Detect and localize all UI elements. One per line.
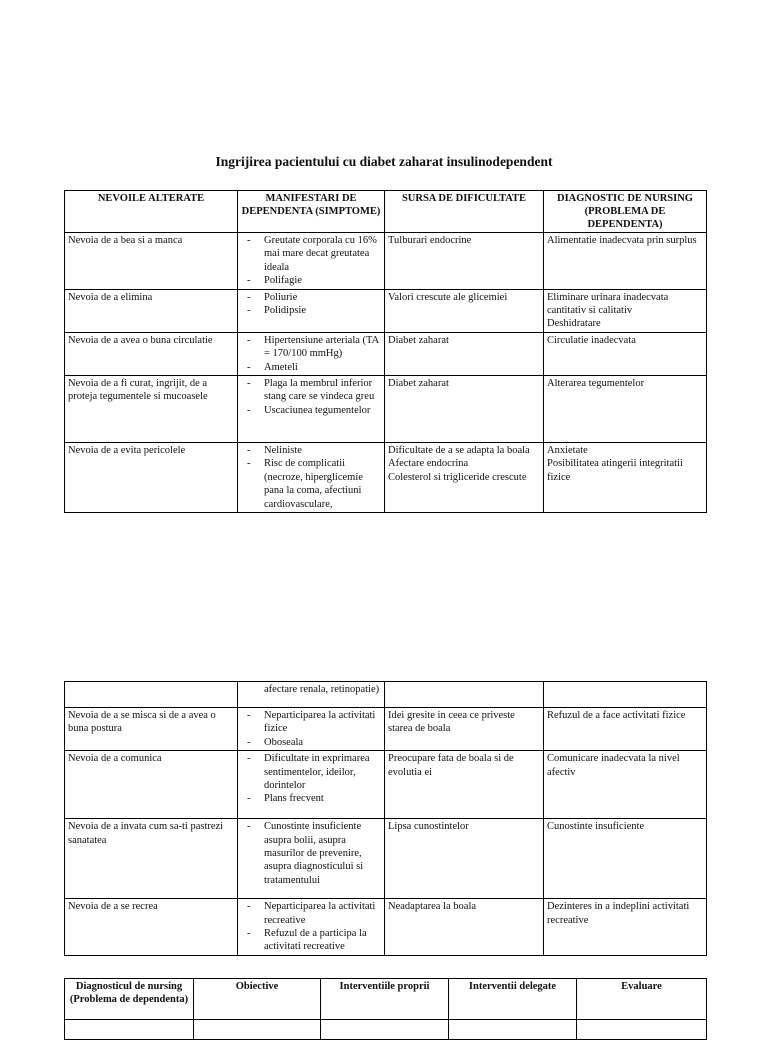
source-cell [385,443,544,513]
need-cell: Nevoia de a fi curat, ingrijit, de a proteja tegumentele si mucoasele [65,376,238,443]
source-line: Diabet zaharat [388,378,449,390]
source-cell [385,376,544,443]
header-source: SURSA DE DIFICULTATE [385,191,544,233]
header-nursing-diagnosis: Diagnosticul de nursing (Problema de dependenta) [65,979,194,1020]
header-objectives: Obiective [194,979,321,1020]
symptom-item: - Hipertensiune arteriala (TA = 170/100 mmHg) [241,334,381,361]
source-line: Valori crescute ale glicemiei [388,291,508,303]
diagnosis-line: Posibilitatea atingerii integritatii fizice [547,458,683,483]
cell-empty [194,1020,321,1040]
source-cell-empty [385,682,544,708]
symptoms-cell [238,289,385,332]
symptom-item: - Neparticiparea la activitati recreative [241,900,381,927]
symptom-item: - Plans frecvent [241,792,381,805]
diagnosis-line: Cunostinte insuficiente [547,821,645,833]
diagnosis-cell-empty [544,682,707,708]
source-cell [385,751,544,819]
symptoms-cell [238,682,385,708]
table-header-row [65,979,707,1020]
symptom-item: - Uscaciunea tegumentelor [241,404,381,417]
diagnosis-cell [544,819,707,899]
symptoms-cell [238,899,385,956]
nursing-plan-table [64,978,707,1040]
symptom-item: - Polifagie [241,274,381,287]
symptom-item: - Oboseala [241,736,381,749]
nursing-table-part-1 [64,190,707,513]
source-cell [385,708,544,751]
header-evaluation: Evaluare [577,979,707,1020]
source-line: Lipsa cunostintelor [388,821,469,833]
need-cell-empty [65,682,238,708]
diagnosis-line: Anxietate [547,445,588,457]
diagnosis-line: Alterarea tegumentelor [547,378,645,390]
symptom-item: - Ameteli [241,361,381,374]
source-line: Idei gresite in ceea ce priveste starea de boala [388,710,515,735]
table-row [65,233,707,290]
need-cell: Nevoia de a invata cum sa-ti pastrezi sanatatea [65,819,238,899]
source-cell [385,289,544,332]
symptom-continuation: afectare renala, retinopatie) [264,684,380,695]
symptom-item: - Risc de complicatii (necroze, hiperglicemie pana la coma, afectiuni cardiovasculare, [241,457,381,511]
diagnosis-cell [544,751,707,819]
source-line: Afectare endocrina [388,458,469,470]
symptoms-cell [238,332,385,375]
symptom-item: - Refuzul de a participa la activitati recreative [241,927,381,954]
source-line: Tulburari endocrine [388,235,472,246]
symptom-item: - Poliurie [241,291,381,304]
source-line: Preocupare fata de boala si de evolutia ei [388,753,514,778]
symptom-item: - Dificultate in exprimarea sentimentelor, ideilor, dorintelor [241,752,381,792]
symptoms-cell [238,376,385,443]
symptoms-cell [238,751,385,819]
table-row [65,289,707,332]
need-cell: Nevoia de a se misca si de a avea o buna postura [65,708,238,751]
table-row [65,1020,707,1040]
header-diagnosis: DIAGNOSTIC DE NURSING (PROBLEMA DE DEPENDENTA) [544,191,707,233]
need-cell: Nevoia de a avea o buna circulatie [65,332,238,375]
need-cell: Nevoia de a comunica [65,751,238,819]
table-row-continuation [65,682,707,708]
symptoms-cell [238,708,385,751]
diagnosis-line: Alimentatie inadecvata prin surplus [547,235,697,246]
symptom-item: - Neliniste [241,444,381,457]
diagnosis-cell [544,233,707,290]
symptoms-cell [238,819,385,899]
symptom-item: - Plaga la membrul inferior stang care se vindeca greu [241,377,381,404]
cell-empty [321,1020,449,1040]
header-symptoms: MANIFESTARI DE DEPENDENTA (SIMPTOME) [238,191,385,233]
source-line: Dificultate de a se adapta la boala [388,445,530,457]
symptom-item: - Polidipsie [241,304,381,317]
symptom-item: - Cunostinte insuficiente asupra bolii, asupra masurilor de prevenire, asupra diagnosticului si tratamentului [241,820,381,887]
diagnosis-cell [544,289,707,332]
need-cell: Nevoia de a bea si a manca [65,233,238,290]
diagnosis-cell [544,443,707,513]
diagnosis-line: Eliminare urinara inadecvata cantitativ si calitativ [547,291,669,317]
source-line: Neadaptarea la boala [388,901,477,913]
diagnosis-line: Deshidratare [547,318,601,330]
source-cell [385,819,544,899]
table-row [65,443,707,513]
source-line: Diabet zaharat [388,334,449,346]
table-row [65,899,707,956]
header-delegated-interventions: Interventii delegate [449,979,577,1020]
symptom-item: - Neparticiparea la activitati fizice [241,709,381,736]
cell-empty [65,1020,194,1040]
header-own-interventions: Interventiile proprii [321,979,449,1020]
source-cell [385,233,544,290]
cell-empty [449,1020,577,1040]
cell-empty [577,1020,707,1040]
diagnosis-cell [544,332,707,375]
diagnosis-line: Refuzul de a face activitati fizice [547,710,686,721]
need-cell: Nevoia de a elimina [65,289,238,332]
page-title: Ingrijirea pacientului cu diabet zaharat insulinodependent [215,154,553,169]
source-cell [385,899,544,956]
nursing-table-part-2 [64,681,707,956]
table-row [65,751,707,819]
source-line: Colesterol si trigliceride crescute [388,471,527,483]
diagnosis-cell [544,899,707,956]
table-row [65,332,707,375]
need-cell: Nevoia de a se recrea [65,899,238,956]
table-header-row [65,191,707,233]
diagnosis-cell [544,708,707,751]
table-row [65,376,707,443]
source-cell [385,332,544,375]
header-needs: NEVOILE ALTERATE [65,191,238,233]
diagnosis-line: Circulatie inadecvata [547,334,636,346]
table-row [65,708,707,751]
symptoms-cell [238,443,385,513]
symptom-item: - Greutate corporala cu 16% mai mare decat greutatea ideala [241,234,381,274]
need-cell: Nevoia de a evita pericolele [65,443,238,513]
diagnosis-line: Dezinteres in a indeplini activitati recreative [547,901,690,926]
table-row [65,819,707,899]
diagnosis-cell [544,376,707,443]
symptoms-cell [238,233,385,290]
diagnosis-line: Comunicare inadecvata la nivel afectiv [547,753,680,778]
